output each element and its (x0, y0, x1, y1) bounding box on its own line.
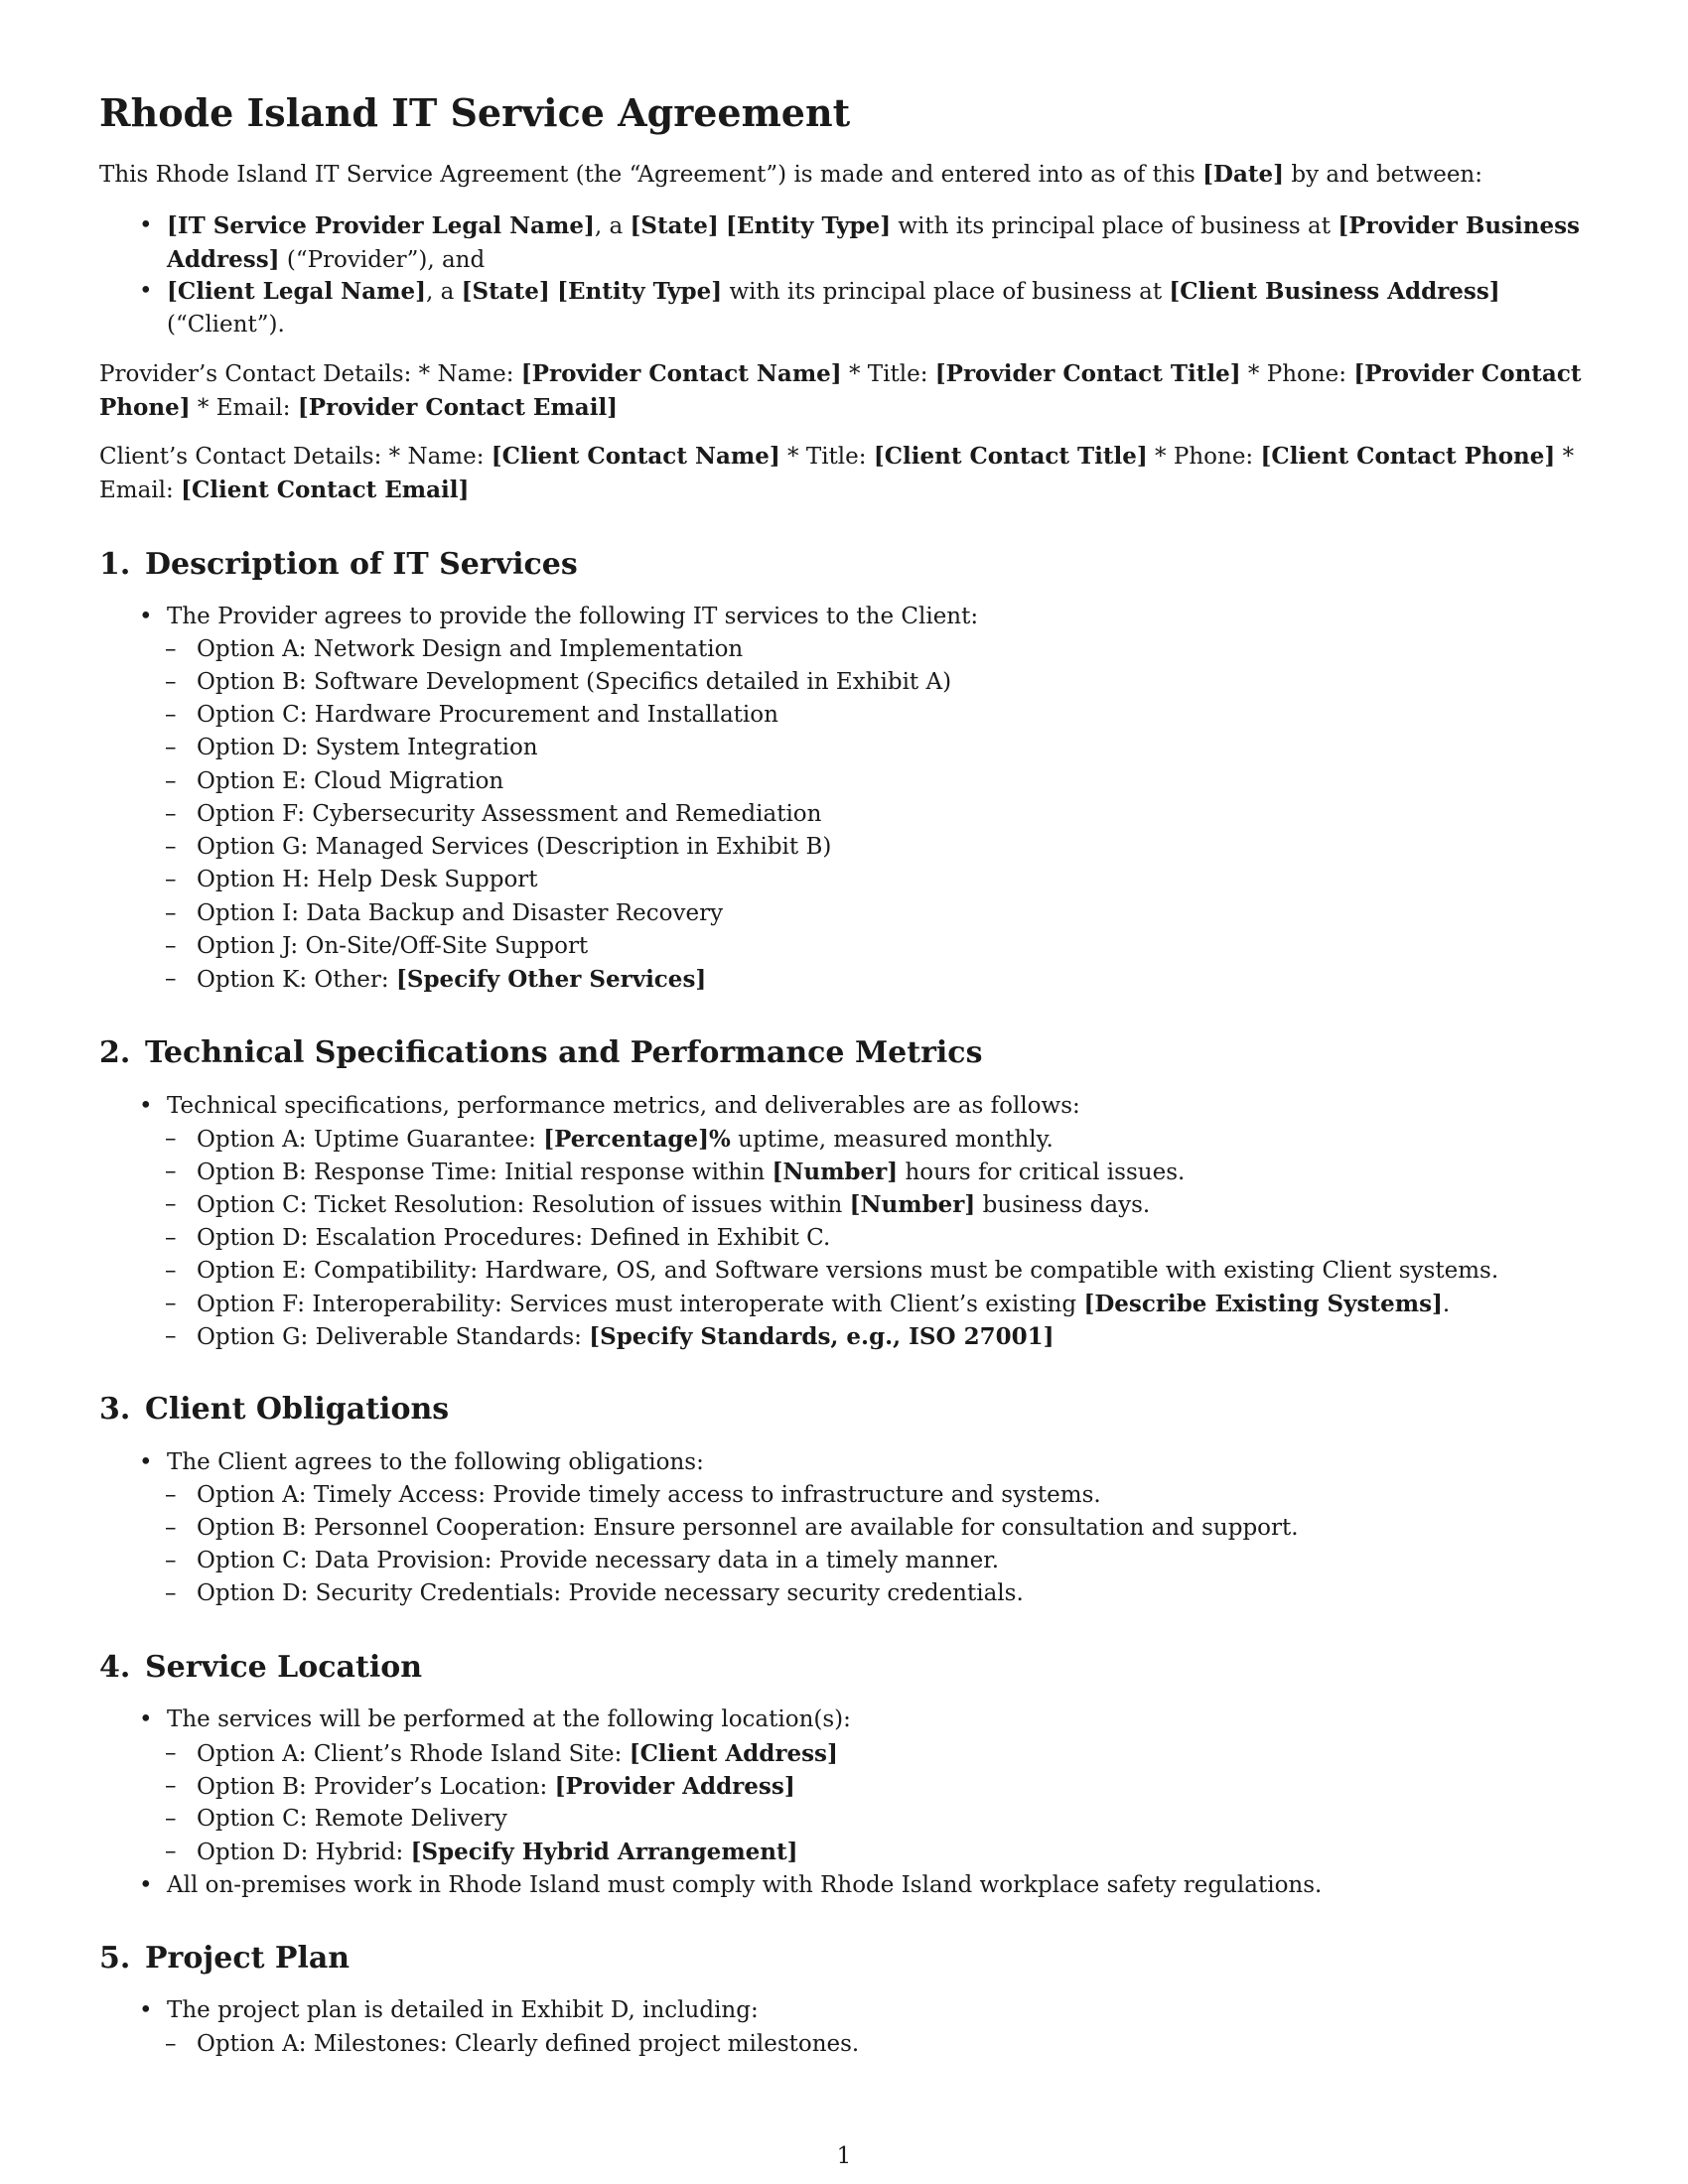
option-b-tail: hours for critical issues. (898, 1160, 1186, 1185)
section-3-number: 3. (99, 1392, 131, 1427)
provider-contact-name: [Provider Contact Name] (520, 360, 842, 387)
section-1-option: – Option F: Cybersecurity Assessment and Remediation (197, 798, 1589, 831)
section-3-option: – Option D: Security Credentials: Provide necessary security credentials. (197, 1577, 1589, 1610)
section-1-title: Description of IT Services (145, 547, 578, 582)
option-a-text: Option A: Uptime Guarantee: (197, 1127, 544, 1153)
client-address-placeholder: [Client Address] (629, 1740, 838, 1767)
client-contact-text-3: * Email: (99, 444, 1575, 503)
option-b-text: Option B: Response Time: Initial response within (197, 1160, 773, 1185)
provider-business-address: [Provider Business Address] (167, 212, 1580, 273)
provider-legal-name: [IT Service Provider Legal Name] (167, 212, 595, 239)
client-contact-text-2: * Phone: (1147, 444, 1261, 470)
option-g-text: Option G: Deliverable Standards: (197, 1324, 590, 1350)
number-placeholder: [Number] (849, 1191, 976, 1218)
client-contact-phone: [Client Contact Phone] (1260, 443, 1556, 470)
client-contact-details (99, 440, 1589, 507)
provider-address-placeholder: [Provider Address] (554, 1773, 795, 1800)
provider-party (167, 209, 1589, 277)
section-1-option: – Option B: Software Development (Specifics detailed in Exhibit A) (197, 666, 1589, 699)
section-4-number: 4. (99, 1650, 131, 1685)
section-3-heading (99, 1390, 449, 1430)
document-title: Rhode Island IT Service Agreement (99, 90, 851, 135)
section-4-title: Service Location (145, 1650, 423, 1685)
section-4-option-d (197, 1836, 1589, 1869)
client-text-1: , a (425, 279, 462, 305)
provider-contact-lead: Provider’s Contact Details: * Name: (99, 361, 521, 387)
standards-placeholder: [Specify Standards, e.g., ISO 27001] (589, 1323, 1055, 1350)
client-business-address: [Client Business Address] (1169, 278, 1500, 305)
section-2-option-e: – Option E: Compatibility: Hardware, OS, and Software versions must be compatible with existing Client systems. (197, 1255, 1589, 1288)
section-1-option: – Option J: On-Site/Off-Site Support (197, 930, 1589, 963)
client-contact-text-1: * Title: (779, 444, 874, 470)
option-d-text: Option D: Hybrid: (197, 1840, 411, 1865)
section-3-option: – Option B: Personnel Cooperation: Ensure personnel are available for consultation and support. (197, 1512, 1589, 1545)
section-4-option-b (197, 1770, 1589, 1804)
client-legal-name: [Client Legal Name] (167, 278, 426, 305)
intro-text: This Rhode Island IT Service Agreement (the “Agreement”) is made and entered into as of this (99, 162, 1196, 188)
client-contact-title: [Client Contact Title] (873, 443, 1148, 470)
section-1-heading (99, 545, 578, 585)
section-5-lead: • The project plan is detailed in Exhibit D, including: (167, 1994, 1589, 2027)
percentage-placeholder: [Percentage]% (543, 1126, 731, 1153)
section-1-option: – Option D: System Integration (197, 732, 1589, 764)
intro-tail: by and between: (1291, 162, 1482, 188)
client-state: [State] (461, 278, 550, 305)
section-2-option-c (197, 1188, 1589, 1222)
section-3-lead: • The Client agrees to the following obligations: (167, 1446, 1589, 1479)
existing-systems-placeholder: [Describe Existing Systems] (1083, 1291, 1443, 1317)
provider-entity-type: [Entity Type] (726, 212, 892, 239)
provider-contact-title: [Provider Contact Title] (934, 360, 1241, 387)
provider-contact-text-1: * Title: (841, 361, 935, 387)
number-placeholder: [Number] (772, 1159, 899, 1185)
section-3-option: – Option C: Data Provision: Provide necessary data in a timely manner. (197, 1545, 1589, 1577)
option-k-text: Option K: Other: (197, 967, 396, 993)
section-2-option-g (197, 1320, 1589, 1354)
section-1-option: – Option I: Data Backup and Disaster Recovery (197, 897, 1589, 930)
section-2-number: 2. (99, 1035, 131, 1070)
section-4-lead: • The services will be performed at the following location(s): (167, 1704, 1589, 1736)
hybrid-arrangement-placeholder: [Specify Hybrid Arrangement] (410, 1839, 798, 1865)
section-1-option: – Option H: Help Desk Support (197, 864, 1589, 896)
option-f-text: Option F: Interoperability: Services must interoperate with Client’s existing (197, 1292, 1084, 1317)
client-entity-type: [Entity Type] (557, 278, 723, 305)
section-2-lead: • Technical specifications, performance metrics, and deliverables are as follows: (167, 1090, 1589, 1123)
client-text-3: with its principal place of business at (722, 279, 1170, 305)
section-1-number: 1. (99, 547, 131, 582)
section-1-option: – Option G: Managed Services (Description in Exhibit B) (197, 831, 1589, 864)
section-1-option-k (197, 963, 1589, 997)
provider-text-3: with its principal place of business at (891, 213, 1338, 239)
provider-contact-text-3: * Email: (190, 395, 298, 421)
other-services-placeholder: [Specify Other Services] (395, 966, 707, 993)
section-2-title: Technical Specifications and Performance Metrics (145, 1035, 983, 1070)
provider-contact-email: [Provider Contact Email] (297, 394, 619, 421)
provider-text-2 (719, 213, 726, 239)
section-4-option-a (197, 1737, 1589, 1771)
client-contact-email: [Client Contact Email] (181, 477, 470, 503)
option-a-tail: uptime, measured monthly. (730, 1127, 1054, 1153)
section-5-heading (99, 1939, 350, 1979)
section-2-option-d: – Option D: Escalation Procedures: Defined in Exhibit C. (197, 1222, 1589, 1255)
section-1-option: – Option C: Hardware Procurement and Installation (197, 699, 1589, 732)
client-party (167, 275, 1589, 341)
section-1-option: – Option A: Network Design and Implementation (197, 633, 1589, 666)
provider-text-4: (“Provider”), and (279, 247, 486, 273)
page-number: 1 (836, 2143, 852, 2169)
provider-contact-phone: [Provider Contact Phone] (99, 360, 1582, 421)
section-4-heading (99, 1648, 422, 1688)
provider-contact-text-2: * Phone: (1240, 361, 1354, 387)
option-a-text: Option A: Client’s Rhode Island Site: (197, 1741, 630, 1767)
provider-state: [State] (630, 212, 719, 239)
option-c-tail: business days. (975, 1192, 1151, 1218)
section-1-lead: • The Provider agrees to provide the following IT services to the Client: (167, 601, 1589, 633)
provider-contact-details (99, 357, 1589, 425)
section-1-option: – Option E: Cloud Migration (197, 765, 1589, 798)
section-2-option-f (197, 1288, 1589, 1321)
client-contact-name: [Client Contact Name] (491, 443, 780, 470)
client-contact-lead: Client’s Contact Details: * Name: (99, 444, 492, 470)
section-5-option: – Option A: Milestones: Clearly defined project milestones. (197, 2028, 1589, 2061)
section-3-title: Client Obligations (145, 1392, 450, 1427)
section-3-option: – Option A: Timely Access: Provide timely access to infrastructure and systems. (197, 1479, 1589, 1512)
option-c-text: Option C: Ticket Resolution: Resolution of issues within (197, 1192, 850, 1218)
intro-paragraph (99, 158, 1589, 192)
section-5-title: Project Plan (145, 1941, 351, 1976)
section-4-option-c: – Option C: Remote Delivery (197, 1803, 1589, 1836)
client-text-4: (“Client”). (167, 312, 285, 338)
client-text-2 (550, 279, 557, 305)
date-placeholder: [Date] (1202, 161, 1285, 188)
section-2-option-b (197, 1156, 1589, 1189)
provider-text-1: , a (594, 213, 631, 239)
section-5-number: 5. (99, 1941, 131, 1976)
option-f-tail: . (1442, 1292, 1451, 1317)
section-2-option-a (197, 1123, 1589, 1157)
section-4-note: • All on-premises work in Rhode Island must comply with Rhode Island workplace safety regulations. (167, 1869, 1589, 1902)
section-2-heading (99, 1033, 982, 1073)
option-b-text: Option B: Provider’s Location: (197, 1774, 555, 1800)
